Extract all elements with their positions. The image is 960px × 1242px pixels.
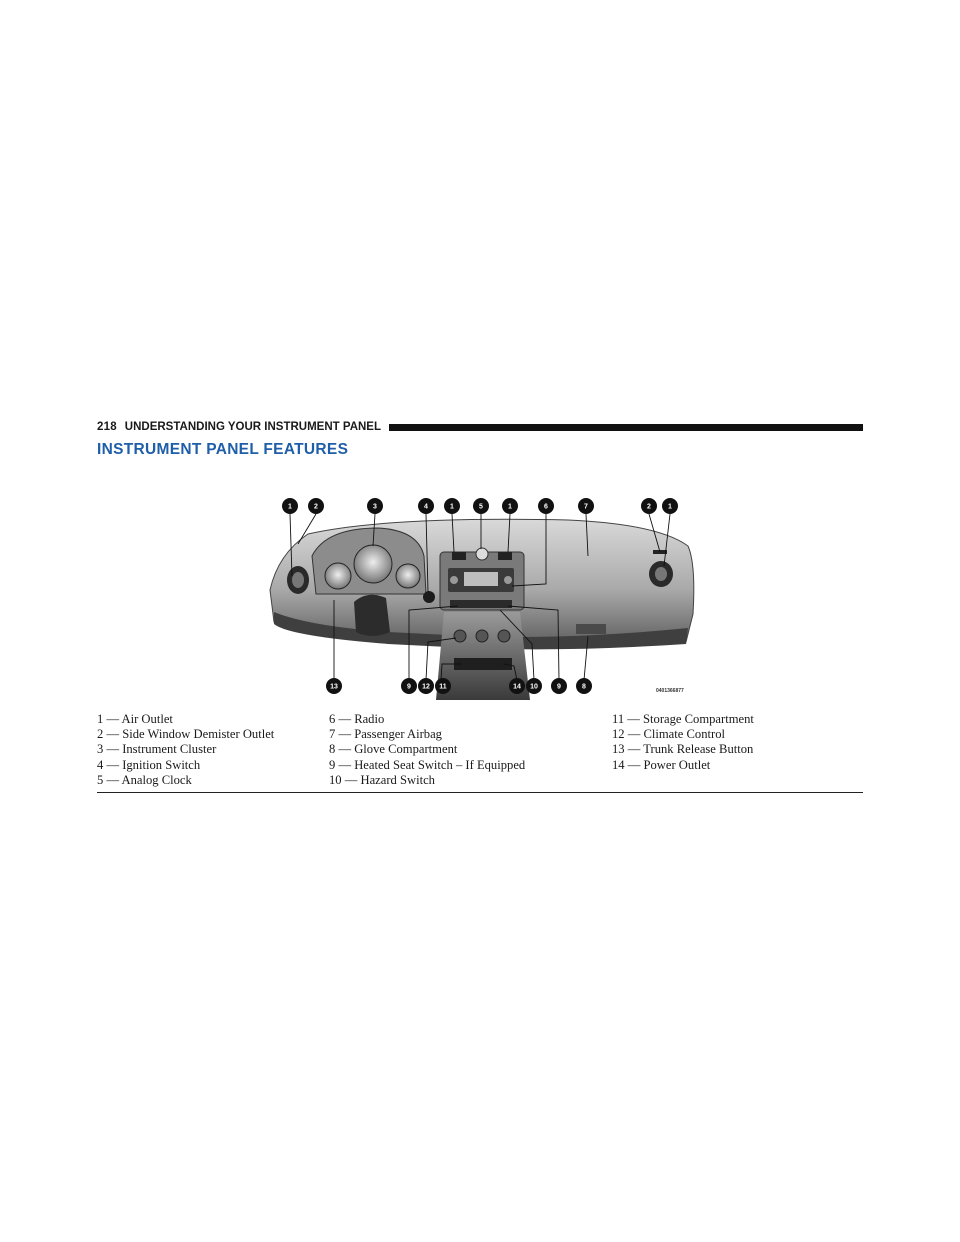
callout-10: 10	[530, 683, 538, 691]
legend	[97, 712, 863, 793]
callout-13: 13	[330, 683, 338, 691]
running-header	[97, 419, 863, 435]
legend-item: 9 — Heated Seat Switch – If Equipped	[329, 757, 526, 772]
legend-item: 14 — Power Outlet	[612, 757, 711, 772]
legend-item: 7 — Passenger Airbag	[329, 727, 442, 742]
callout-4: 4	[424, 503, 428, 511]
legend-item: 6 — Radio	[329, 712, 385, 726]
legend-column-1	[97, 712, 274, 788]
legend-item: 3 — Instrument Cluster	[97, 742, 217, 757]
instrument-panel-illustration	[268, 494, 698, 700]
legend-column-2	[329, 712, 525, 788]
legend-item: 4 — Ignition Switch	[97, 757, 201, 772]
page-title: INSTRUMENT PANEL FEATURES	[97, 441, 349, 458]
callout-5: 5	[479, 503, 483, 511]
callout-1b: 1	[450, 503, 454, 511]
legend-item: 2 — Side Window Demister Outlet	[97, 727, 275, 742]
callout-1c: 1	[508, 503, 512, 511]
callout-6: 6	[544, 503, 548, 511]
callout-8: 8	[582, 683, 586, 691]
callouts-top	[282, 498, 678, 514]
callout-7: 7	[584, 503, 588, 511]
section-title: UNDERSTANDING YOUR INSTRUMENT PANEL	[124, 421, 381, 433]
callout-14: 14	[513, 683, 521, 691]
callout-12: 12	[422, 683, 430, 691]
page-number: 218	[97, 421, 117, 433]
callout-2b: 2	[647, 503, 651, 511]
legend-column-3	[612, 712, 754, 773]
callout-3: 3	[373, 503, 377, 511]
figure-code: 0401366877	[656, 688, 684, 694]
callout-11: 11	[439, 683, 447, 691]
legend-item: 8 — Glove Compartment	[329, 742, 458, 757]
legend-item: 12 — Climate Control	[612, 727, 725, 742]
legend-item: 5 — Analog Clock	[97, 772, 192, 787]
legend-item: 13 — Trunk Release Button	[612, 742, 754, 757]
callout-1: 1	[288, 503, 292, 511]
legend-item: 10 — Hazard Switch	[329, 772, 435, 787]
callout-9b: 9	[557, 683, 561, 691]
callout-9: 9	[407, 683, 411, 691]
legend-item: 11 — Storage Compartment	[612, 712, 754, 726]
callout-2: 2	[314, 503, 318, 511]
legend-item: 1 — Air Outlet	[97, 712, 173, 726]
header-rule	[389, 424, 863, 431]
callout-1d: 1	[668, 503, 672, 511]
